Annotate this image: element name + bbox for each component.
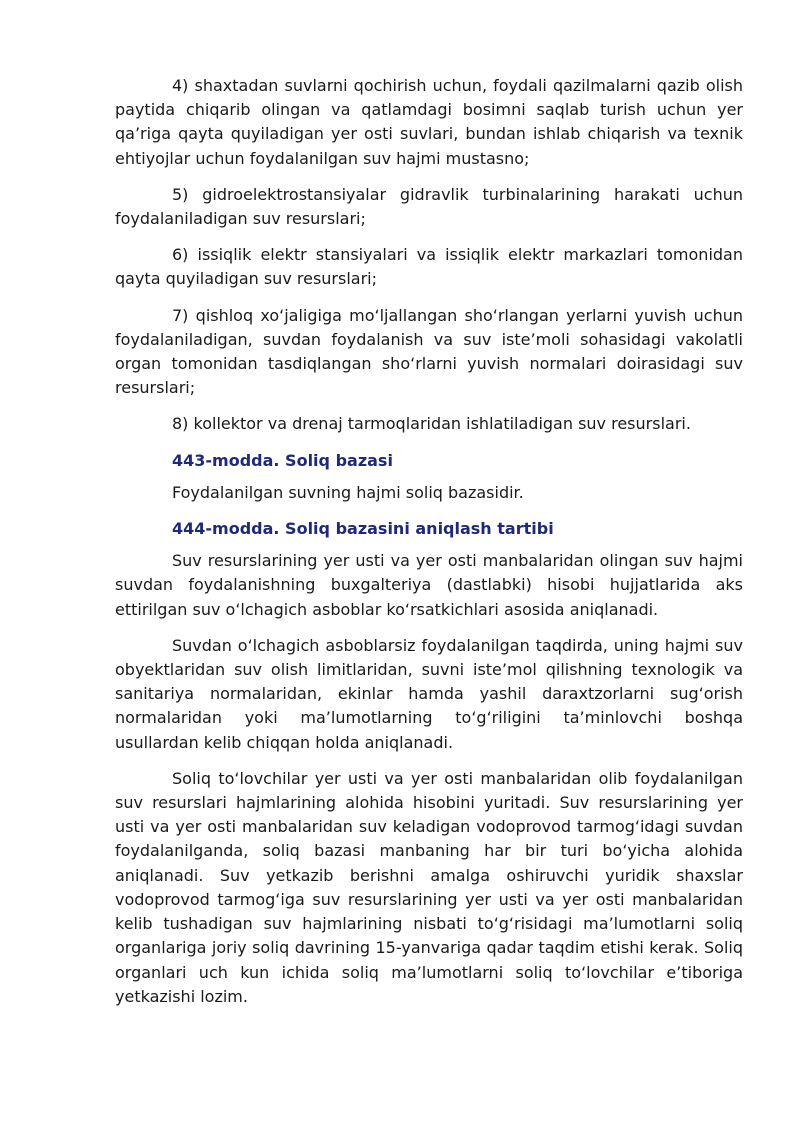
document-page (115, 74, 743, 1021)
list-item-6: 6) issiqlik elektr stansiyalari va issiqlik elektr markazlari tomonidan qayta quyiladigan suv resurslari; (115, 245, 743, 289)
list-item-4: 4) shaxtadan suvlarni qochirish uchun, foydali qazilmalarni qazib olish paytida chiqarib olingan va qatlamdagi bosimni saqlab turish uchun yer qa’riga qayta quyiladigan yer osti suvlari, bundan ishlab chiqarish va texnik ehtiyojlar uchun foydalanilgan suv hajmi mustasno; (115, 76, 743, 168)
list-item-8: 8) kollektor va drenaj tarmoqlaridan ishlatiladigan suv resurslari. (172, 414, 691, 434)
article-444-paragraph-1: Suv resurslarining yer usti va yer osti manbalaridan olingan suv hajmi suvdan foydalanishning buxgalteriya (dastlabki) hisobi hujjatlarida aks ettirilgan suv o‘lchagich asboblar ko‘rsatkichlari asosida aniqlanadi. (115, 551, 743, 619)
list-item-5: 5) gidroelektrostansiyalar gidravlik turbinalarining harakati uchun foydalaniladigan suv resurslari; (115, 184, 743, 229)
article-444-paragraph-2: Suvdan o‘lchagich asboblarsiz foydalanilgan taqdirda, uning hajmi suv obyektlaridan suv olish limitlaridan, suvni iste’mol qilishning texnologik va sanitariya normalaridan, ekinlar hamda yashil daraxtzorlarni sug‘orish normalaridan yoki ma’lumotlarning to‘g‘riligini ta’minlovchi boshqa usullardan kelib chiqqan holda aniqlanadi. (115, 635, 743, 752)
article-444-heading: 444-modda. Soliq bazasini aniqlash tartibi (172, 519, 554, 539)
article-443-heading: 443-modda. Soliq bazasi (172, 450, 393, 470)
article-443-text: Foydalanilgan suvning hajmi soliq bazasidir. (172, 482, 524, 502)
article-444-paragraph-3: Soliq to‘lovchilar yer usti va yer osti manbalaridan olib foydalanilgan suv resurslari hajmlarining alohida hisobini yuritadi. Suv resurslarining yer usti va yer osti manbalaridan suv keladigan vodoprovod tarmog‘idagi suvdan foydalanilganda, soliq bazasi manbaning har bir turi bo‘yicha alohida aniqlanadi. Suv yetkazib berishni amalga oshiruvchi yuridik shaxslar vodoprovod tarmog‘iga suv resurslarining yer usti va yer osti manbalaridan kelib tushadigan suv hajmlarining nisbati to‘g‘risidagi ma’lumotlarni soliq organlariga joriy soliq davrining 15-yanvariga qadar taqdim etishi kerak. Soliq organlari uch kun ichida soliq ma’lumotlarni soliq to‘lovchilar e’tiboriga yetkazishi lozim. (115, 768, 743, 1006)
list-item-7: 7) qishloq xo‘jaligiga mo‘ljallangan sho‘rlangan yerlarni yuvish uchun foydalaniladigan, suvdan foydalanish va suv iste’moli sohasidagi vakolatli organ tomonidan tasdiqlangan sho‘rlarni yuvish normalari doirasidagi suv resurslari; (115, 305, 743, 398)
